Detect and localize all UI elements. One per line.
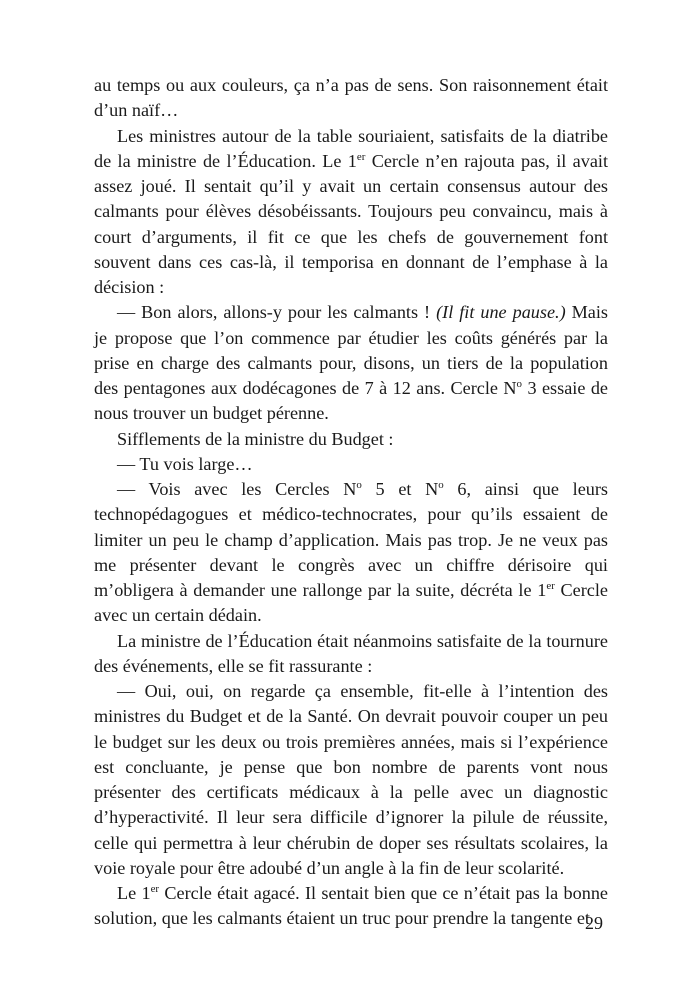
text-run: au temps ou aux couleurs, ça n’a pas de sens. Son raisonnement était d’un naïf… xyxy=(94,75,608,121)
paragraph xyxy=(94,427,608,452)
text-run: 6, ainsi que leurs technopédagogues et médico-technocrates, pour qu’ils essaient de limiter un peu le champ d’application. Mais pas trop. Je ne veux pas me présenter devant le congrès avec un chiffre dérisoire qui m’obligera à demander une rallonge par la suite, décréta le 1 xyxy=(94,479,608,600)
superscript: o xyxy=(356,478,362,491)
superscript: er xyxy=(546,579,555,592)
stage-direction: (Il fit une pause.) xyxy=(436,302,566,323)
text-run: La ministre de l’Éducation était néanmoins satisfaite de la tournure des événements, elle se fit rassurante : xyxy=(94,630,608,676)
paragraph xyxy=(94,881,608,932)
text-run: Cercle avec un certain dédain. xyxy=(94,580,608,626)
superscript: er xyxy=(150,882,160,895)
superscript: o xyxy=(438,478,444,491)
text-run: Cercle n’en rajouta pas, il avait assez joué. Il sentait qu’il y avait un certain consensus autour des calmants pour élèves désobéissants. Toujours peu convaincu, mais à court d’arguments, il fit ce que les chefs de gouvernement font souvent dans ces cas-là, il temporisa en donnant de l’emphase à la décision : xyxy=(94,150,609,297)
text-run: — Bon alors, allons-y pour les calmants ! xyxy=(117,302,437,323)
text-run: — Oui, oui, on regarde ça ensemble, fit-elle à l’intention des ministres du Budget et de la Santé. On devrait pouvoir couper un peu le budget sur les deux ou trois premières années, mais si l’expérience est concluante, je pense que bon nombre de parents vont nous présenter des certificats médicaux à la pelle avec un diagnostic d’hyperactivité. Il leur sera difficile d’ignorer la pilule de réussite, celle qui permettra à leur chérubin de doper ses résultats scolaires, la voie royale pour être adoubé d’un angle à la fin de leur scolarité. xyxy=(94,681,608,878)
dialogue-paragraph xyxy=(94,300,608,426)
text-run: — Tu vois large… xyxy=(117,453,253,474)
text-run: 3 essaie de nous trouver un budget pérenne. xyxy=(94,378,609,424)
page-number: 29 xyxy=(585,913,603,933)
text-run: Le 1 xyxy=(117,883,151,903)
text-run: Sifflements de la ministre du Budget : xyxy=(117,428,394,449)
superscript: er xyxy=(356,150,366,163)
text-run: Mais je propose que l’on commence par étudier les coûts générés par la prise en charge des calmants pour, disons, un tiers de la population des pentagones aux dodécagones de 7 à 12 ans. Cercle N xyxy=(94,302,608,398)
paragraph xyxy=(94,73,608,124)
dialogue-paragraph xyxy=(94,679,608,881)
dialogue-paragraph xyxy=(94,452,608,477)
text-run: Les ministres autour de la table souriaient, satisfaits de la diatribe de la ministre de l’Éducation. Le 1 xyxy=(94,125,608,171)
body-text xyxy=(94,73,608,932)
text-run: 5 et N xyxy=(361,479,439,499)
superscript: o xyxy=(516,377,522,390)
dialogue-paragraph xyxy=(94,477,608,629)
paragraph xyxy=(94,124,608,301)
paragraph xyxy=(94,629,608,680)
text-run: Cercle était agacé. Il sentait bien que ce n’était pas la bonne solution, que les calmants étaient un truc pour prendre la tangente et xyxy=(94,883,608,929)
text-run: — Vois avec les Cercles N xyxy=(117,479,357,499)
